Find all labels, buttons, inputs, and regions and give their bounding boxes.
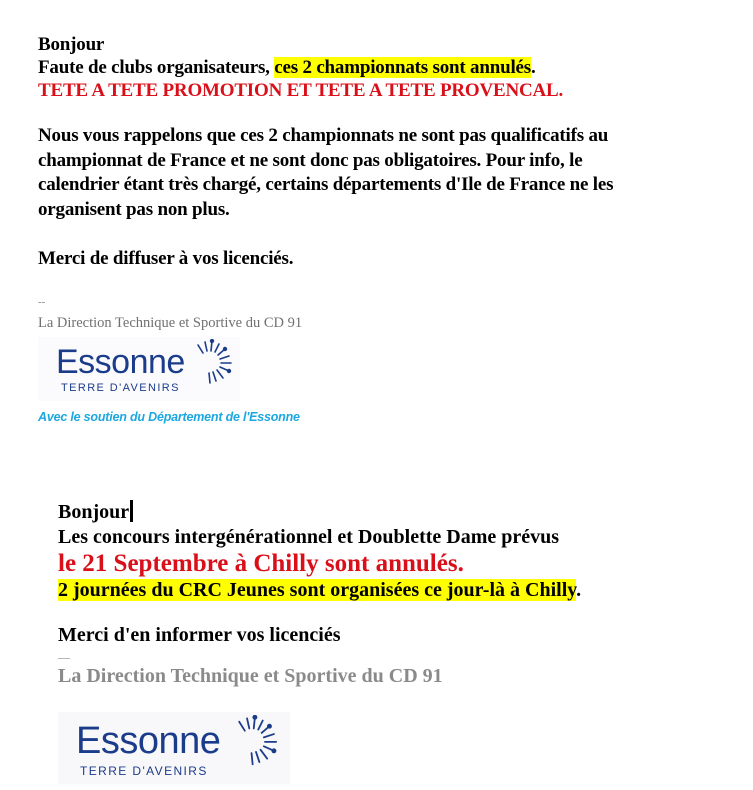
crc-notice [58,578,753,603]
highlighted-text: ces 2 championnats sont annulés [274,57,531,78]
greeting: Bonjour [38,34,105,55]
logo-wordmark: Essonne [56,343,185,381]
thanks-line: Merci d'en informer vos licenciés [58,624,341,646]
signature-name: La Direction Technique et Sportive du CD 91 [38,315,303,331]
paragraph-line: calendrier étant très chargé, certains départements d'Ile de France ne les [38,174,614,195]
sunburst-icon [228,715,284,771]
cancel-notice-prefix: Faute de clubs organisateurs, [38,57,275,78]
greeting [58,500,753,525]
logo-tagline: TERRE D'AVENIRS [61,382,180,394]
logo-tagline: TERRE D'AVENIRS [80,764,208,778]
text-cursor [130,500,133,522]
reminder-paragraph [38,124,738,222]
logo-wordmark: Essonne [76,720,221,762]
signature-separator: — [58,650,70,664]
highlighted-text: 2 journées du CRC Jeunes sont organisées ce jour-là à Chilly [58,579,577,601]
sunburst-icon [188,339,238,389]
cancel-notice [38,56,738,79]
essonne-logo [38,337,240,401]
cancelled-championships: TETE A TETE PROMOTION ET TETE A TETE PROVENCAL. [38,80,564,101]
message-2 [58,500,753,689]
essonne-logo [58,712,290,784]
paragraph-line: championnat de France et ne sont donc pas obligatoires. Pour info, le [38,149,583,171]
paragraph-line: Nous vous rappelons que ces 2 championnats ne sont pas qualificatifs au [38,125,609,146]
paragraph-line: organisent pas non plus. [38,198,230,220]
event-line: Les concours intergénérationnel et Doublette Dame prévus [58,526,560,548]
crc-notice-suffix: . [576,579,582,601]
support-text: Avec le soutien du Département de l'Essonne [38,410,300,424]
cancellation-date-line: le 21 Septembre à Chilly sont annulés. [58,550,464,577]
signature-name: La Direction Technique et Sportive du CD 91 [58,665,443,687]
thanks-line: Merci de diffuser à vos licenciés. [38,248,294,269]
cancel-notice-suffix: . [530,57,536,78]
greeting-text: Bonjour [58,501,130,523]
signature-separator: -- [38,296,46,308]
message-1 [38,33,738,270]
